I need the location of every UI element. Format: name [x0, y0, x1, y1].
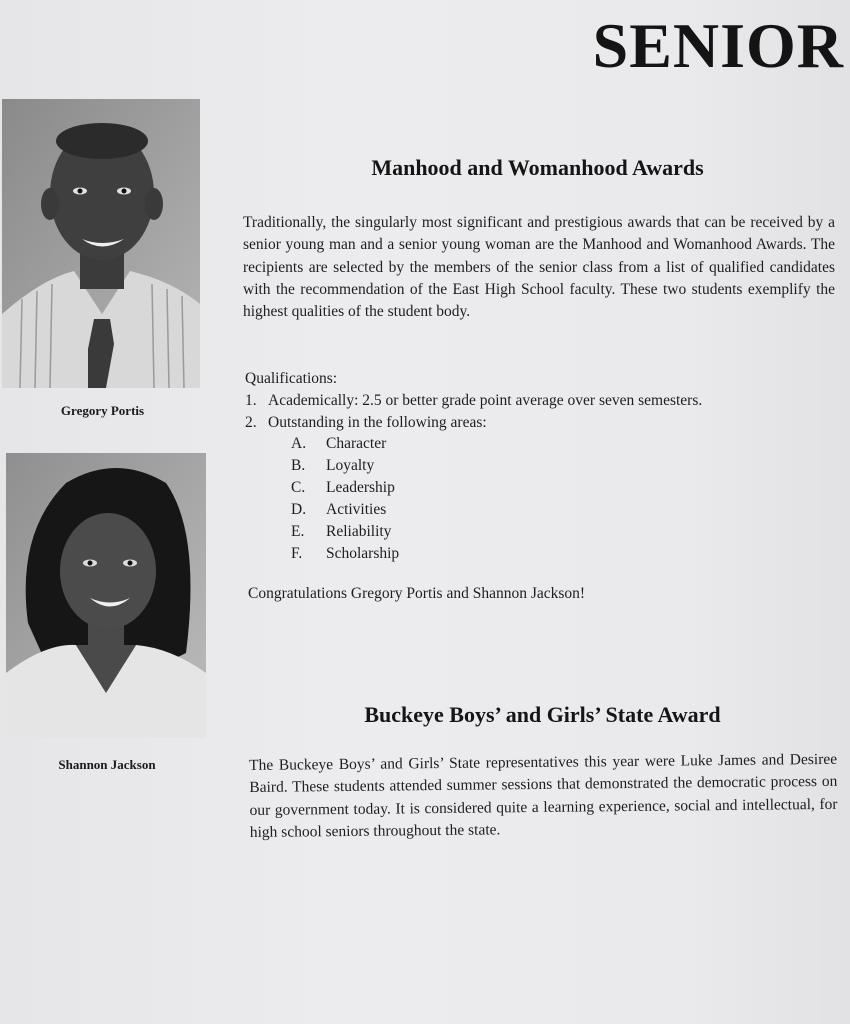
- area-item: [291, 433, 399, 455]
- area-item: [291, 477, 399, 499]
- qualification-item: [245, 412, 835, 434]
- qualification-number: 1.: [245, 392, 257, 409]
- qualification-text: Academically: 2.5 or better grade point average over seven semesters.: [268, 392, 703, 409]
- area-letter: E.: [291, 522, 305, 540]
- area-item: [291, 499, 399, 521]
- area-item: [291, 543, 399, 565]
- area-letter: B.: [291, 456, 306, 474]
- photo-caption-gregory: Gregory Portis: [60, 403, 145, 418]
- area-letter: A.: [291, 435, 307, 452]
- page-header-title: SENIOR: [592, 10, 844, 81]
- qualifications-list: [245, 368, 835, 434]
- congratulations-text: Congratulations Gregory Portis and Shannon Jackson!: [248, 585, 586, 602]
- section-title-buckeye-award: Buckeye Boys’ and Girls’ State Award: [364, 702, 721, 727]
- area-text: Character: [326, 435, 387, 452]
- areas-list: [291, 433, 399, 564]
- area-text: Scholarship: [326, 544, 400, 562]
- qualification-item: [245, 390, 835, 412]
- portrait-photo-gregory: [2, 99, 200, 388]
- area-letter: F.: [291, 544, 303, 562]
- photo-caption-shannon: Shannon Jackson: [58, 757, 156, 772]
- section-title-manhood-awards: Manhood and Womanhood Awards: [371, 155, 704, 180]
- area-text: Reliability: [326, 522, 392, 540]
- qualification-text: Outstanding in the following areas:: [268, 414, 487, 431]
- area-item: [291, 521, 399, 543]
- area-text: Loyalty: [326, 456, 375, 474]
- area-letter: C.: [291, 478, 306, 496]
- qualifications-label: Qualifications:: [245, 370, 338, 387]
- area-item: [291, 455, 399, 477]
- area-letter: D.: [291, 500, 307, 518]
- area-text: Leadership: [326, 478, 395, 496]
- manhood-awards-paragraph: Traditionally, the singularly most significant and prestigious awards that can be received by a senior young man and a senior young woman are the Manhood and Womanhood Awards. The recipients are selected by the members of the senior class from a list of qualified candidates with the recommendation of the East High School faculty. These two students exemplify the highest qualities of the student body.: [243, 214, 835, 321]
- portrait-photo-shannon: [6, 453, 206, 738]
- buckeye-award-paragraph: The Buckeye Boys’ and Girls’ State representatives this year were Luke James and Desiree Baird. These students attended summer sessions that demonstrated the democratic process on our government today. It is considered quite a learning experience, social and intellectual, for high school seniors throughout the state.: [249, 750, 838, 841]
- area-text: Activities: [326, 500, 387, 518]
- qualification-number: 2.: [245, 414, 257, 431]
